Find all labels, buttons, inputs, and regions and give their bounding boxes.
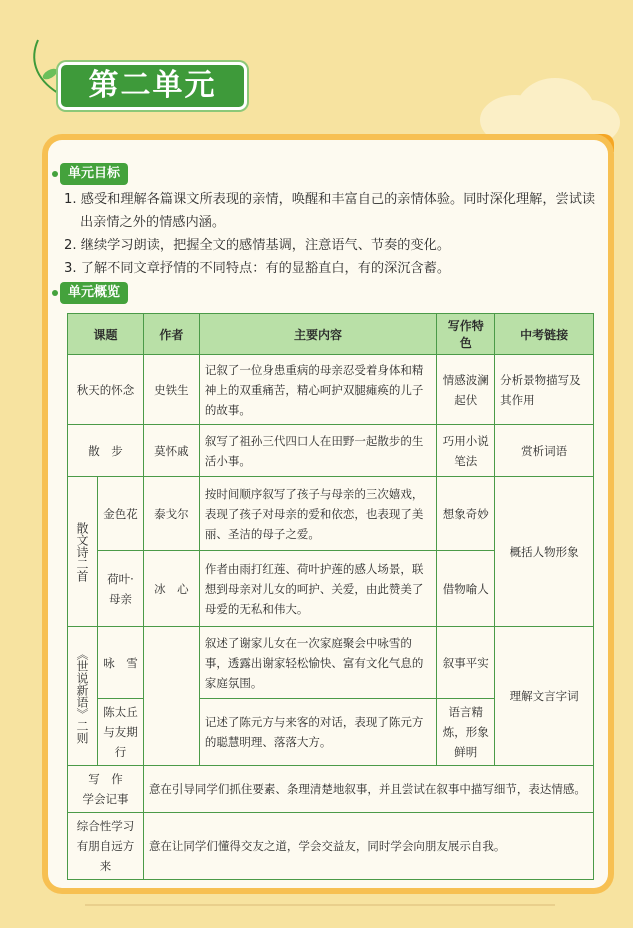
row-title-line: 学会记事 xyxy=(82,792,129,806)
table-row xyxy=(68,355,594,425)
row-author: 冰 心 xyxy=(143,551,199,627)
goal-item-3: 3. 了解不同文章抒情的不同特点：有的显豁直白，有的深沉含蓄。 xyxy=(64,261,451,276)
row-title: 秋天的怀念 xyxy=(68,355,144,425)
row-feature: 巧用小说笔法 xyxy=(437,425,495,477)
row-title-line: 写 作 xyxy=(88,772,123,786)
decorative-divider xyxy=(85,904,555,906)
overview-table xyxy=(67,313,594,880)
group-label: 《世说新语》二则 xyxy=(68,627,98,766)
row-feature: 想象奇妙 xyxy=(437,477,495,551)
table-row xyxy=(68,425,594,477)
table-row xyxy=(68,813,594,880)
row-content: 记叙了一位身患重病的母亲忍受着身体和精神上的双重痛苦，精心呵护双腿瘫痪的儿子的故事。 xyxy=(199,355,436,425)
row-title: 金色花 xyxy=(97,477,143,551)
row-feature: 借物喻人 xyxy=(437,551,495,627)
unit-title: 第二单元 xyxy=(58,62,247,110)
row-title xyxy=(68,813,144,880)
overview-label: 单元概览 xyxy=(60,282,128,304)
row-feature: 叙事平实 xyxy=(437,627,495,699)
row-title: 散 步 xyxy=(68,425,144,477)
table-row xyxy=(68,477,594,551)
row-content: 意在让同学们懂得交友之道，学会交益友，同时学会向朋友展示自我。 xyxy=(143,813,593,880)
goals-label: 单元目标 xyxy=(60,163,128,185)
row-author: 泰戈尔 xyxy=(143,477,199,551)
row-title-line: 综合性学习 xyxy=(76,819,135,833)
header-link: 中考链接 xyxy=(495,314,594,355)
row-author: 史铁生 xyxy=(143,355,199,425)
row-title-line: 有朋自远方来 xyxy=(76,839,135,873)
table-header-row xyxy=(68,314,594,355)
header-content: 主要内容 xyxy=(199,314,436,355)
table-row xyxy=(68,627,594,699)
goal-item-1-cont: 出亲情之外的情感内涵。 xyxy=(80,215,226,230)
row-title: 陈太丘与友期行 xyxy=(97,699,143,766)
row-content: 记述了陈元方与来客的对话，表现了陈元方的聪慧明理、落落大方。 xyxy=(199,699,436,766)
row-link: 理解文言字词 xyxy=(495,627,594,766)
row-link: 概括人物形象 xyxy=(495,477,594,627)
row-feature: 语言精炼，形象鲜明 xyxy=(437,699,495,766)
header-title: 课题 xyxy=(68,314,144,355)
row-title xyxy=(68,766,144,813)
row-content: 叙写了祖孙三代四口人在田野一起散步的生活小事。 xyxy=(199,425,436,477)
group-label: 散文诗二首 xyxy=(68,477,98,627)
row-link: 赏析词语 xyxy=(495,425,594,477)
row-content: 叙述了谢家儿女在一次家庭聚会中咏雪的事，透露出谢家轻松愉快、富有文化气息的家庭氛围。 xyxy=(199,627,436,699)
goal-item-1: 1. 感受和理解各篇课文所表现的亲情，唤醒和丰富自己的亲情体验。同时深化理解，尝试读 xyxy=(64,192,596,207)
goal-item-2: 2. 继续学习朗读，把握全文的感情基调，注意语气、节奏的变化。 xyxy=(64,238,451,253)
bullet-dot xyxy=(52,171,58,177)
goals-list xyxy=(64,188,600,280)
row-content: 按时间顺序叙写了孩子与母亲的三次嬉戏，表现了孩子对母亲的爱和依恋，也表现了美丽、圣洁的母子之爱。 xyxy=(199,477,436,551)
row-title: 荷叶·母亲 xyxy=(97,551,143,627)
row-content: 作者由雨打红莲、荷叶护莲的感人场景，联想到母亲对儿女的呵护、关爱，由此赞美了母爱的无私和伟大。 xyxy=(199,551,436,627)
row-title: 咏 雪 xyxy=(97,627,143,699)
bullet-dot xyxy=(52,290,58,296)
header-feature: 写作特色 xyxy=(437,314,495,355)
header-author: 作者 xyxy=(143,314,199,355)
table-row xyxy=(68,766,594,813)
row-feature: 情感波澜起伏 xyxy=(437,355,495,425)
row-link: 分析景物描写及其作用 xyxy=(495,355,594,425)
row-content: 意在引导同学们抓住要素、条理清楚地叙事，并且尝试在叙事中描写细节，表达情感。 xyxy=(143,766,593,813)
row-author: 莫怀戚 xyxy=(143,425,199,477)
row-author-empty xyxy=(143,627,199,766)
